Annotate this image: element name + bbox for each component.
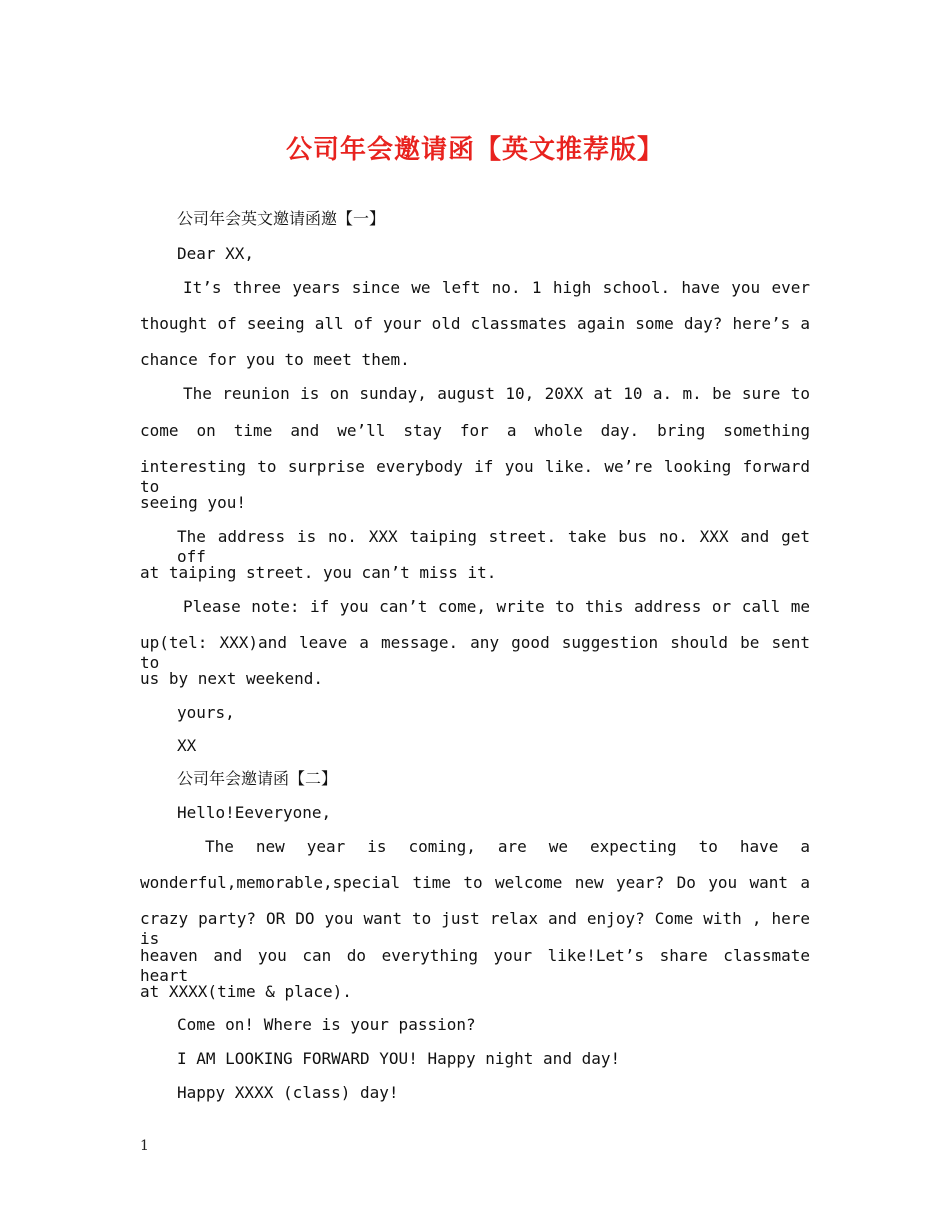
section-2-p1-line: heaven and you can do everything your like!Let’s share classmate heart — [140, 946, 810, 985]
section-1-signature: XX — [177, 736, 197, 755]
section-2-line: I AM LOOKING FORWARD YOU! Happy night and day! — [177, 1049, 621, 1068]
section-1-closing: yours, — [177, 703, 235, 722]
section-2-p1-line: crazy party? OR DO you want to just relax and enjoy? Come with , here is — [140, 909, 810, 948]
section-1-p4-line: us by next weekend. — [140, 669, 324, 688]
section-1-p4-line: up(tel: XXX)and leave a message. any good suggestion should be sent to — [140, 633, 810, 672]
section-1-p1-line: thought of seeing all of your old classmates again some day? here’s a — [140, 314, 810, 333]
section-1-p1-line: It’s three years since we left no. 1 high school. have you ever — [183, 278, 810, 297]
section-1-heading: 公司年会英文邀请函邀【一】 — [177, 209, 386, 228]
section-1-p4-line: Please note: if you can’t come, write to this address or call me — [183, 597, 810, 616]
section-1-p2-line: interesting to surprise everybody if you like. we’re looking forward to — [140, 457, 810, 496]
section-1-p2-line: The reunion is on sunday, august 10, 20XX at 10 a. m. be sure to — [183, 384, 810, 403]
section-2-heading: 公司年会邀请函【二】 — [177, 769, 338, 788]
section-2-line: Happy XXXX (class) day! — [177, 1083, 399, 1102]
section-2-greeting: Hello!Eeveryone, — [177, 803, 332, 822]
section-2-p1-line: The new year is coming, are we expecting to have a — [205, 837, 810, 856]
document-title: 公司年会邀请函【英文推荐版】 — [285, 135, 664, 165]
section-1-p3-line: The address is no. XXX taiping street. take bus no. XXX and get off — [177, 527, 810, 566]
section-1-p2-line: come on time and we’ll stay for a whole day. bring something — [140, 421, 810, 440]
section-1-p2-line: seeing you! — [140, 493, 246, 512]
section-1-greeting: Dear XX, — [177, 244, 255, 263]
section-2-line: Come on! Where is your passion? — [177, 1015, 476, 1034]
section-2-p1-line: at XXXX(time & place). — [140, 982, 352, 1001]
section-1-p3-line: at taiping street. you can’t miss it. — [140, 563, 497, 582]
section-2-p1-line: wonderful,memorable,special time to welcome new year? Do you want a — [140, 873, 810, 892]
page-number: 1 — [140, 1138, 149, 1154]
section-1-p1-line: chance for you to meet them. — [140, 350, 410, 369]
